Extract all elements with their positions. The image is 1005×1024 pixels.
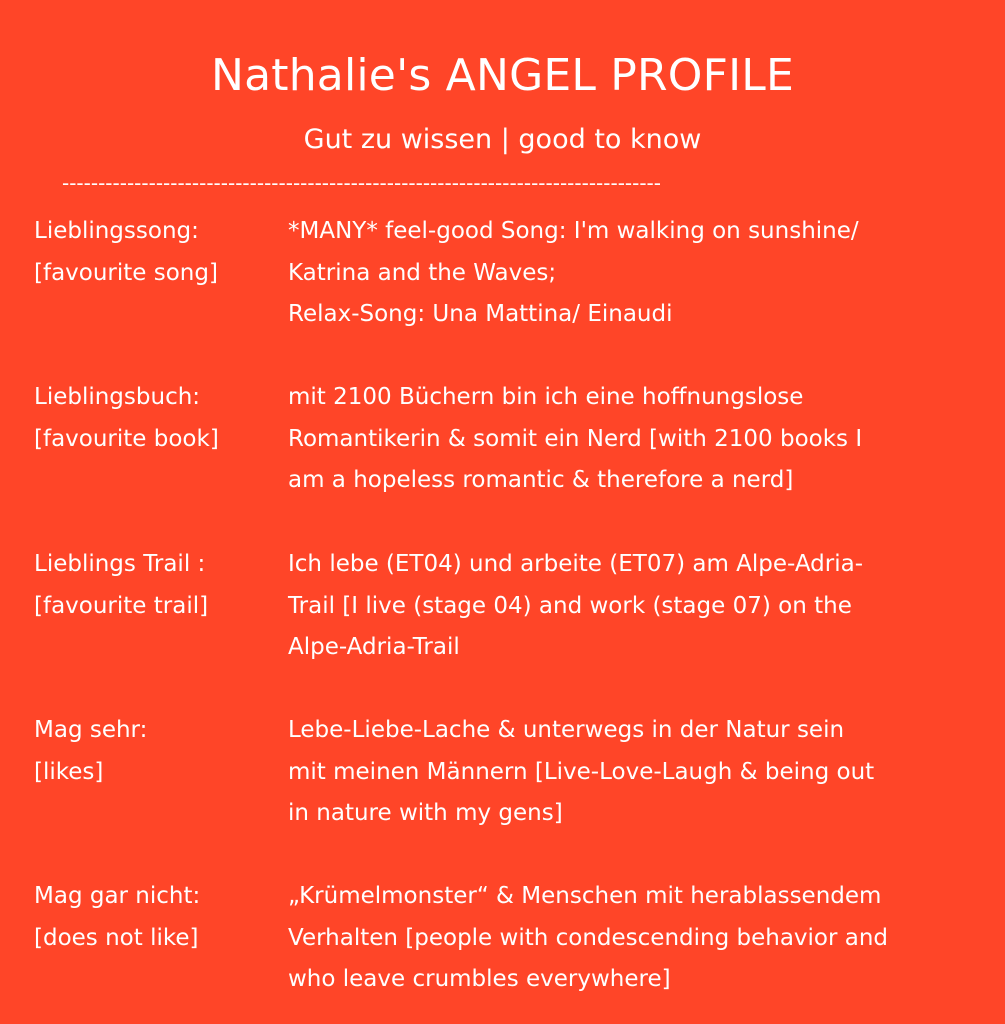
row-label [34,377,274,460]
row-label [34,876,274,959]
row-value [288,211,978,336]
label-english: [favourite trail] [34,592,209,619]
row-value [288,710,978,835]
divider: ----------------------------------------------------------------------------------- [62,171,661,195]
value-line: Relax-Song: Una Mattina/ Einaudi [288,301,673,327]
label-english: [favourite song] [34,259,218,286]
value-line: „Krümelmonster“ & Menschen mit herablassendem [288,883,882,909]
value-line: *MANY* feel-good Song: I'm walking on sunshine/ [288,218,859,244]
label-english: [likes] [34,758,104,785]
value-line: Alpe-Adria-Trail [288,634,460,660]
value-line: Katrina and the Waves; [288,259,557,286]
row-label [34,211,274,294]
value-line: am a hopeless romantic & therefore a nerd] [288,467,794,493]
value-line: mit 2100 Büchern bin ich eine hoffnungslose [288,384,804,410]
label-english: [does not like] [34,924,199,951]
label-german: Mag gar nicht: [34,883,201,909]
value-line: Romantikerin & somit ein Nerd [with 2100 books I [288,425,863,452]
value-line: Trail [I live (stage 04) and work (stage 07) on the [288,592,852,619]
row-label [34,544,274,627]
row-value [288,876,978,1001]
row-value [288,377,978,502]
value-line: mit meinen Männern [Live-Love-Laugh & being out [288,758,875,785]
page-title: Nathalie's ANGEL PROFILE [210,50,795,101]
row-value [288,544,978,669]
value-line: in nature with my gens] [288,800,563,826]
label-english: [favourite book] [34,425,219,452]
label-german: Lieblingssong: [34,218,199,244]
label-german: Lieblings Trail : [34,551,206,577]
label-german: Lieblingsbuch: [34,384,201,410]
value-line: Verhalten [people with condescending behavior and [288,924,889,951]
value-line: Ich lebe (ET04) und arbeite (ET07) am Alpe-Adria- [288,551,864,577]
value-line: Lebe-Liebe-Lache & unterwegs in der Natur sein [288,717,845,743]
value-line: who leave crumbles everywhere] [288,966,671,992]
page-subtitle: Gut zu wissen | good to know [303,124,702,155]
row-label [34,710,274,793]
label-german: Mag sehr: [34,717,148,743]
